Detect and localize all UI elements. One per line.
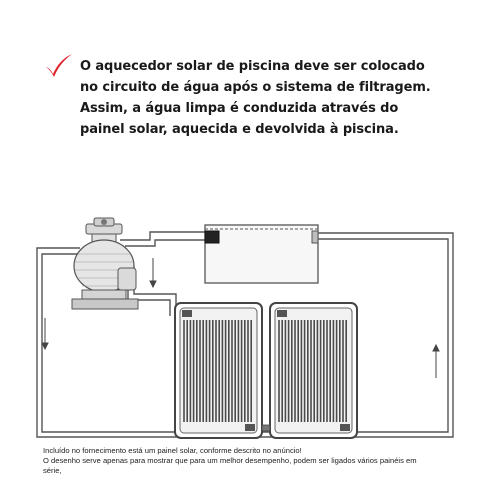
footnote [43, 446, 483, 476]
headline-line: painel solar, aquecida e devolvida à piscina. [80, 122, 399, 137]
headline-line: Assim, a água limpa é conduzida através do [80, 101, 399, 116]
footnote-line: série, [43, 466, 62, 475]
solar-panel [270, 303, 357, 438]
check-mark-icon [44, 52, 74, 78]
pipe-filter-to-tank [120, 232, 205, 246]
arrow-up-icon [433, 345, 439, 378]
footnote-line: Incluído no fornecimento está um painel solar, conforme descrito no anúncio! [43, 446, 302, 455]
headline [80, 56, 490, 140]
arrow-down-icon [150, 258, 156, 287]
solar-panel [175, 303, 262, 438]
arrow-down-icon [42, 318, 48, 349]
panel-connector [262, 425, 270, 431]
headline-line: no circuito de água após o sistema de filtragem. [80, 80, 431, 95]
footnote-line: O desenho serve apenas para mostrar que para um melhor desempenho, podem ser ligados vários painéis em [43, 456, 417, 465]
pool-tank [205, 225, 318, 283]
headline-line: O aquecedor solar de piscina deve ser colocado [80, 59, 425, 74]
